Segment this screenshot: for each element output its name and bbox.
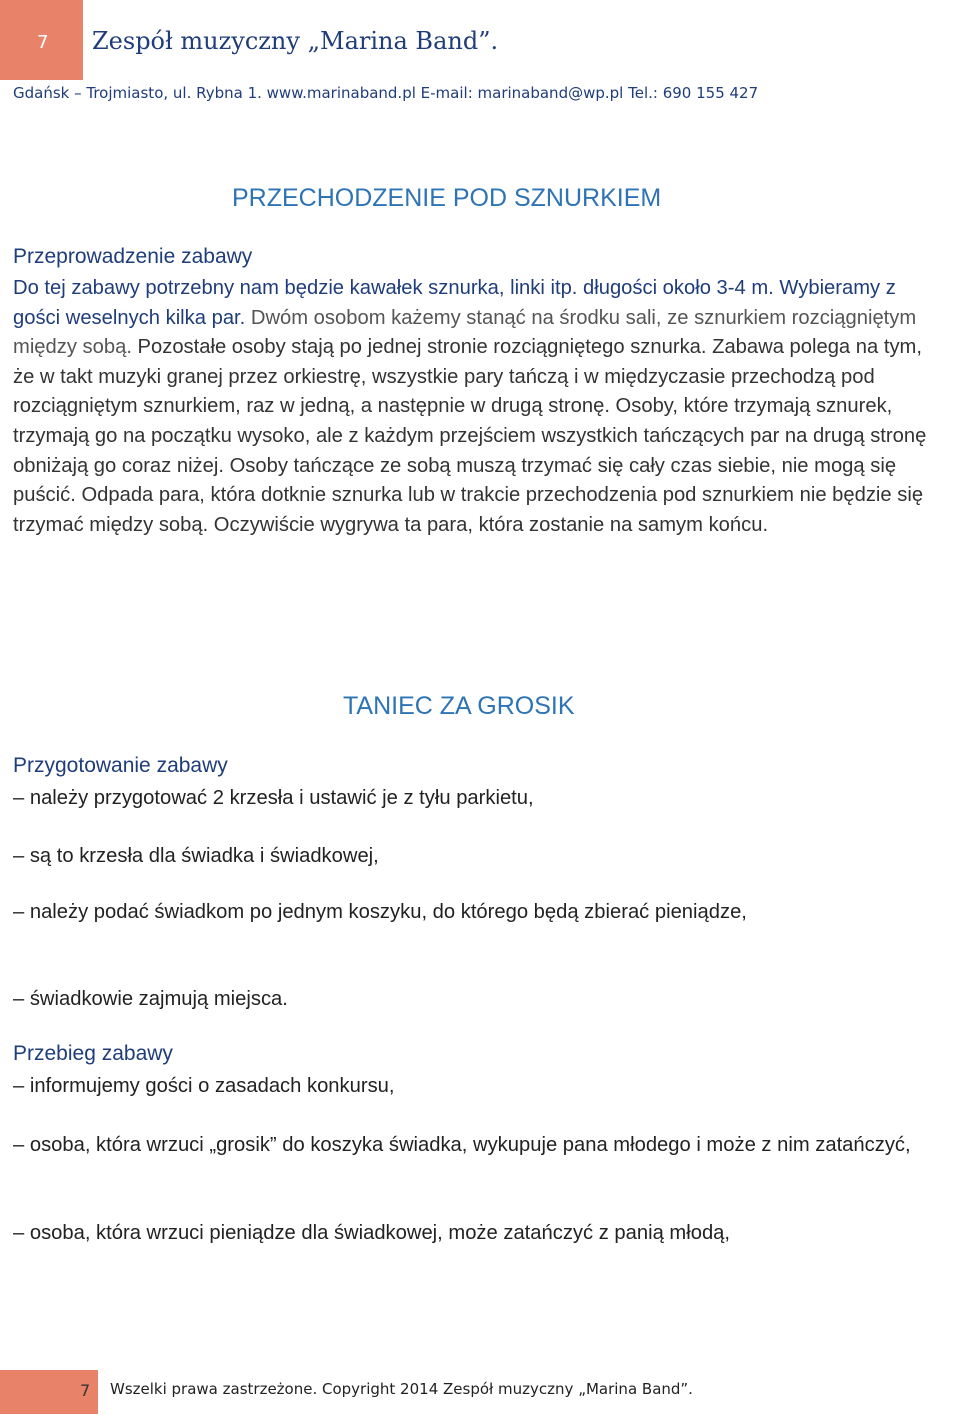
paragraph-part-1: Do tej zabawy potrzebny nam będzie kawałek sznurka, linki itp. długości około 3-4 m. Wybieramy z gości weselnych kilka par.	[13, 277, 896, 329]
section-title-przechodzenie: PRZECHODZENIE POD SZNURKIEM	[232, 184, 662, 212]
section-title-taniec: TANIEC ZA GROSIK	[343, 692, 575, 720]
prep-item: – świadkowie zajmują miejsca.	[13, 988, 288, 1010]
header-contact: Gdańsk – Trojmiasto, ul. Rybna 1. www.marinaband.pl E-mail: marinaband@wp.pl Tel.: 690 155 427	[13, 84, 759, 102]
prep-item: – należy przygotować 2 krzesła i ustawić je z tyłu parkietu,	[13, 787, 534, 809]
subheading-przeprowadzenie: Przeprowadzenie zabawy	[13, 245, 253, 268]
course-item: – osoba, która wrzuci „grosik” do koszyka świadka, wykupuje pana młodego i może z nim zatańczyć,	[13, 1134, 911, 1156]
course-item: – informujemy gości o zasadach konkursu,	[13, 1075, 395, 1097]
header-page-number: 7	[0, 0, 83, 80]
header-title: Zespół muzyczny „Marina Band”.	[92, 27, 499, 55]
footer-page-number: 7	[0, 1370, 98, 1414]
paragraph-part-2: Dwóm osobom każemy stanąć na środku sali, ze sznurkiem rozciągniętym między sobą.	[13, 306, 917, 359]
course-item: – osoba, która wrzuci pieniądze dla świadkowej, może zatańczyć z panią młodą,	[13, 1222, 731, 1244]
paragraph-part-3: Pozostałe osoby stają po jednej stronie rozciągniętego sznurka. Zabawa polega na tym, że w takt muzyki granej przez orkiestrę, wszystkie pary tańczą i w międzyczasie przechodzą pod rozciągniętym sznurkiem, raz w jedną, a następnie w drugą stronę. Osoby, które trzymają sznurek, trzymają go na początku wysoko, ale z każdym przejściem wszystkich tańczących par na drugą stronę obniżają go coraz niżej. Osoby tańczące ze sobą muszą trzymać się cały czas siebie, nie mogą się puścić. Odpada para, która dotknie sznurka lub w trakcie przechodzenia pod sznurkiem nie będzie się trzymać między sobą. Oczywiście wygrywa ta para, która zostanie na samym końcu.	[13, 336, 927, 536]
subheading-przygotowanie: Przygotowanie zabawy	[13, 754, 228, 777]
footer-copyright: Wszelki prawa zastrzeżone. Copyright 2014 Zespół muzyczny „Marina Band”.	[110, 1380, 693, 1398]
prep-item: – są to krzesła dla świadka i świadkowej,	[13, 845, 379, 867]
prep-item: – należy podać świadkom po jednym koszyku, do którego będą zbierać pieniądze,	[13, 901, 747, 923]
section1-paragraph	[13, 274, 948, 540]
subheading-przebieg: Przebieg zabawy	[13, 1042, 173, 1065]
